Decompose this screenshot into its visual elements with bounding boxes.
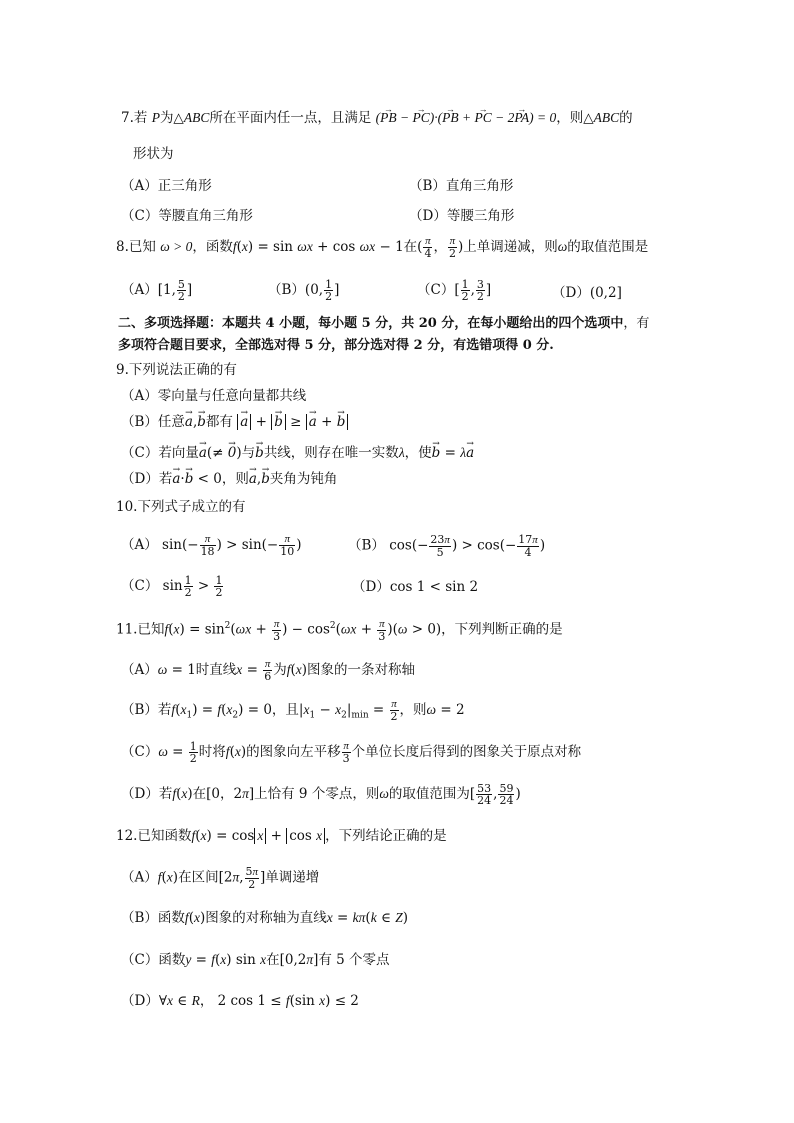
q10-option-b: （B） cos(− $\frac{23\pi}{5}$ ) > cos(− $\frac{17\pi}{4}$ ) [348, 533, 546, 559]
section2-desc: 多项符合题目要求，全部选对得 5 分，部分选对得 2 分，有选错项得 0 分. [118, 338, 554, 353]
q9-stem: 9.下列说法正确的有 [116, 362, 237, 378]
q12-option-b: （B）函数f(x)图象的对称轴为直线x = kπ(k ∈ Z) [121, 910, 409, 926]
q7-option-a: （A）正三角形 [121, 178, 212, 194]
q8-stem: 8.已知 ω > 0，函数f(x) = sin ωx + cos ωx − 1在( $\frac{\pi}{4}$ ， $\frac{\pi}{2}$ )上单调递减，则ω的取值范围是 [116, 235, 649, 260]
q11-option-b: （B）若$f(x_1) = f(x_2) = 0$，且$|x_1 - x_2|_{min}$ = $\frac{\pi}{2}$ ，则ω = 2 [121, 698, 465, 723]
q12-stem: 12.已知函数f(x) = cos x + cos x ，下列结论正确的是 [116, 828, 447, 844]
q7-stem-cont: 形状为 [133, 146, 174, 162]
q7-option-c: （C）等腰直角三角形 [121, 208, 253, 224]
q10-option-c: （C） sin $\frac{1}{2}$ > $\frac{1}{2}$ [121, 574, 223, 599]
q7-option-d: （D）等腰三角形 [409, 208, 515, 224]
q10-option-a: （A） sin(− $\frac{\pi}{18}$ ) > sin(− $\frac{\pi}{10}$ ) [121, 533, 302, 558]
q11-option-d: （D）若f(x)在[0，2π]上恰有 9 个零点，则ω的取值范围为[ $\frac{53}{24}$ , $\frac{59}{24}$ ) [121, 782, 521, 807]
q12-option-d: （D）∀x ∈ R， 2 cos 1 ≤ f(sin x) ≤ 2 [121, 993, 359, 1009]
q8-option-c: （C）[ $\frac{1}{2}$ , $\frac{3}{2}$ ] [417, 278, 492, 303]
q9-option-d: （D）若→ a·→ b < 0，则→ a,→ b夹角为钝角 [121, 469, 337, 489]
q9-option-a: （A）零向量与任意向量都共线 [121, 388, 307, 404]
q11-option-c: （C）ω = $\frac{1}{2}$ 时将f(x)的图象向左平移 $\frac{\pi}{3}$ 个单位长度后得到的图象关于原点对称 [121, 740, 582, 765]
q9-option-c: （C）若向量→ a(≠ → 0)与→ b共线，则存在唯一实数λ，使→ b = λ→ a [121, 443, 474, 463]
q8-option-b: （B）(0, $\frac{1}{2}$ ] [268, 278, 340, 303]
section2-header: 二、多项选择题：本题共 4 小题，每小题 5 分，共 20 分，在每小题给出的四个选项中，有 [118, 316, 650, 331]
q12-option-c: （C）函数y = f(x) sin x在[0,2π]有 5 个零点 [121, 952, 390, 968]
q10-stem: 10.下列式子成立的有 [116, 499, 246, 515]
q11-stem: 11.已知$f(x) = \sin^2(\omega x$ + $\frac{\pi}{3}$ ) − $\cos^2(\omega x$ + $\frac{\pi}{3}$ )(ω > 0)，下列判断正确的是 [116, 617, 563, 643]
q8-option-d: （D）(0,2] [552, 285, 622, 301]
q10-option-d: （D）cos 1 < sin 2 [352, 579, 479, 595]
q11-option-a: （A）ω = 1时直线x = $\frac{\pi}{6}$ 为f(x)图象的一条对称轴 [121, 658, 416, 683]
q12-option-a: （A）f(x)在区间[2π, $\frac{5\pi}{2}$ ]单调递增 [121, 865, 320, 891]
q7-option-b: （B）直角三角形 [409, 178, 514, 194]
q7-stem: 7.若 P为△ABC所在平面内任一点，且满足 (→ PB − → PC)·(→ PB + → PC − 2→ PA) = 0，则△ABC的 [121, 108, 633, 128]
q8-option-a: （A）[1, $\frac{5}{2}$ ] [121, 278, 193, 303]
q9-option-b: （B）任意→ a,→ b都有 → a + → b ≥ → a + → b [121, 412, 348, 432]
